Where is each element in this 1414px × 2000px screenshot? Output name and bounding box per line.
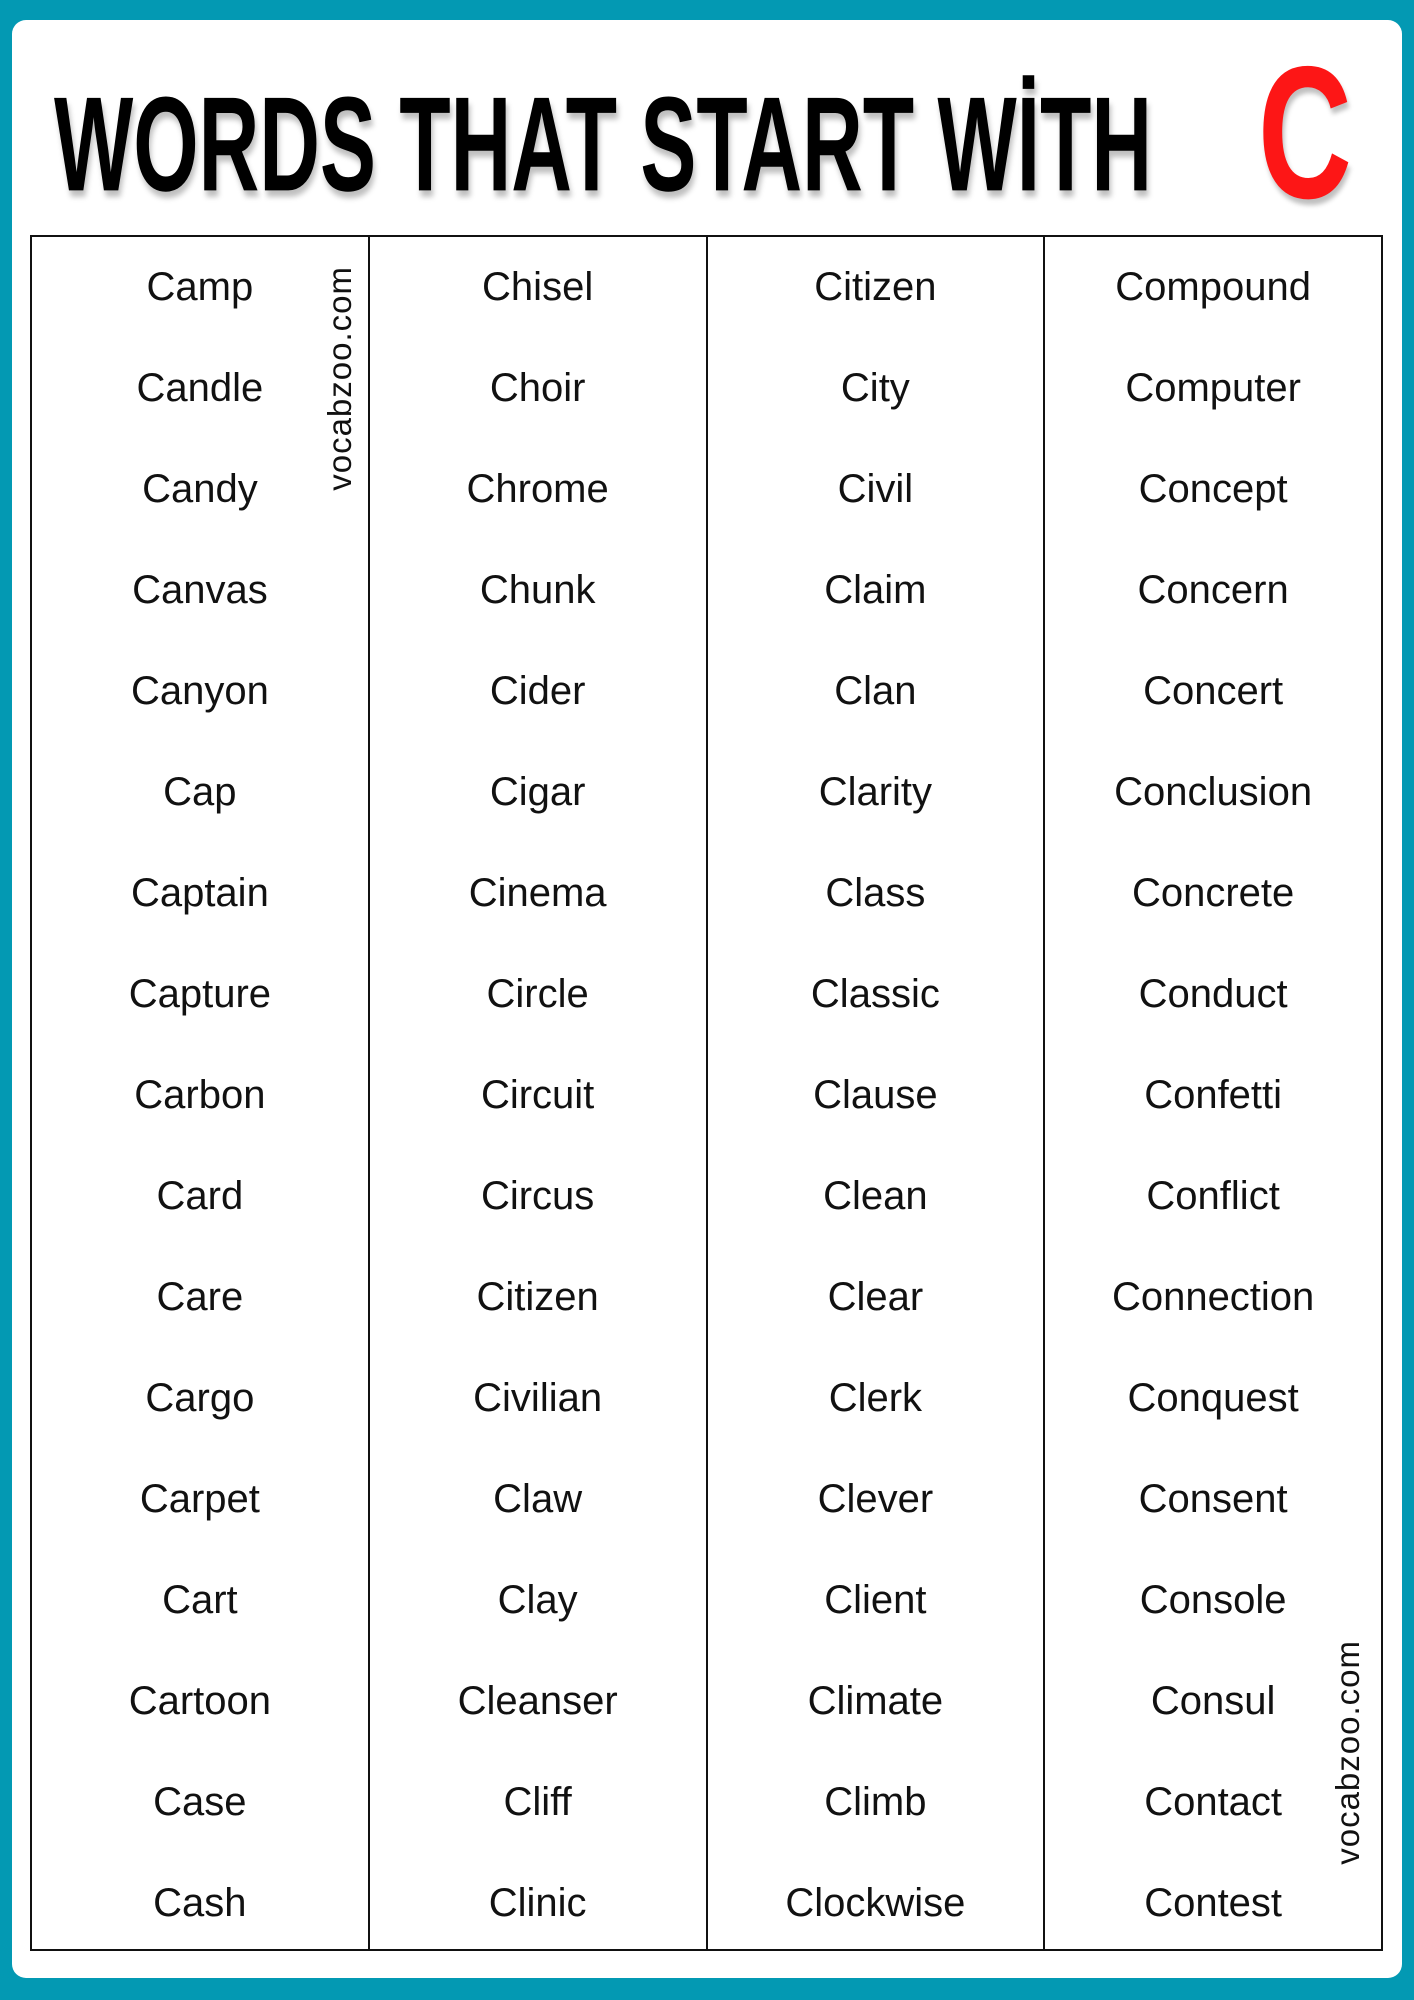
word-item: City [840,366,910,410]
word-item: Class [825,871,926,915]
word-item: Clean [823,1174,928,1218]
word-item: Cliff [503,1780,572,1824]
word-item: Cleanser [457,1679,618,1723]
word-item: Contact [1144,1780,1283,1824]
word-item: Console [1139,1578,1287,1622]
word-item: Client [824,1578,927,1622]
word-item: Carbon [134,1073,266,1117]
word-item: Candy [142,467,258,511]
word-item: Capture [128,972,272,1016]
word-item: Cider [489,669,586,713]
word-item: Choir [489,366,586,410]
word-item: Circle [486,972,589,1016]
word-item: Clarity [818,770,933,814]
word-item: Connection [1111,1275,1315,1319]
word-item: Citizen [476,1275,599,1319]
word-item: Canvas [132,568,268,612]
word-item: Claim [824,568,927,612]
word-item: Computer [1125,366,1301,410]
word-item: Cartoon [128,1679,272,1723]
word-item: Clan [834,669,917,713]
word-item: Carpet [139,1477,260,1521]
word-item: Canyon [130,669,269,713]
word-item: Circuit [480,1073,595,1117]
word-item: Concern [1137,568,1289,612]
word-item: Contest [1144,1881,1283,1925]
word-item: Captain [130,871,269,915]
word-item: Conquest [1127,1376,1299,1420]
word-item: Consul [1150,1679,1276,1723]
word-item: Cigar [489,770,586,814]
word-item: Card [156,1174,244,1218]
word-item: Cinema [468,871,607,915]
word-item: Citizen [814,265,937,309]
word-item: Case [153,1780,247,1824]
word-item: Candle [136,366,264,410]
word-item: Cash [153,1881,247,1925]
word-item: Civilian [473,1376,603,1420]
word-item: Clerk [828,1376,923,1420]
title-letter: C [1258,26,1352,239]
word-item: Conclusion [1114,770,1313,814]
word-item: Classic [810,972,940,1016]
word-item: Cap [163,770,237,814]
word-item: Cart [162,1578,238,1622]
word-item: Compound [1115,265,1311,309]
word-item: Civil [837,467,914,511]
word-item: Chisel [482,265,594,309]
word-item: Care [156,1275,244,1319]
word-item: Clause [813,1073,938,1117]
word-item: Claw [493,1477,583,1521]
watermark-bottom: vocabzoo.com [1329,1640,1366,1865]
page-title: WORDS THAT START WİTH [54,68,1153,220]
word-table [30,235,1383,1951]
word-item: Camp [146,265,254,309]
word-item: Circus [480,1174,595,1218]
word-item: Concrete [1131,871,1295,915]
word-column-3 [708,237,1046,1949]
word-item: Climate [807,1679,944,1723]
word-item: Climb [824,1780,927,1824]
word-item: Concert [1143,669,1284,713]
word-item: Cargo [145,1376,255,1420]
word-item: Conduct [1138,972,1288,1016]
word-item: Clockwise [785,1881,966,1925]
word-item: Consent [1138,1477,1288,1521]
word-item: Clear [827,1275,924,1319]
word-item: Clay [497,1578,578,1622]
word-item: Concept [1138,467,1288,511]
word-item: Clever [817,1477,934,1521]
word-item: Conflict [1146,1174,1280,1218]
word-item: Chunk [479,568,596,612]
word-item: Confetti [1144,1073,1283,1117]
word-column-2 [370,237,708,1949]
word-item: Clinic [488,1881,587,1925]
word-column-1 [32,237,370,1949]
watermark-top: vocabzoo.com [321,266,358,491]
word-item: Chrome [466,467,609,511]
